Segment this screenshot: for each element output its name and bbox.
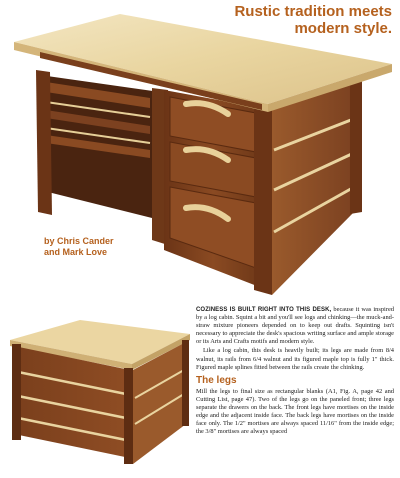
blanket-chest-photo bbox=[0, 306, 200, 478]
headline-line-1: Rustic tradition meets bbox=[234, 3, 392, 20]
lead-in: COZINESS IS BUILT RIGHT INTO THIS DESK, bbox=[196, 307, 332, 313]
byline bbox=[44, 236, 154, 258]
paragraph-1-text: because it was inspired by a log cabin. Squint a bit and you'll see logs and chinking—the muck-and-straw mixture pioneers depended on to keep out drafts. Squinting isn't necessary to appreciate the desk's spacious writing surface and ample storage or its Arts and Crafts motifs and modern style. bbox=[196, 306, 394, 346]
article-paragraph-2: Like a log cabin, this desk is heavily built; its legs are made from 8/4 walnut, its rails from 6/4 walnut and its figured maple top is fully 1" thick. Figured maple splines fitted between the rails create the chinking. bbox=[196, 347, 394, 371]
article-paragraph-1 bbox=[196, 306, 394, 346]
headline-line-2: modern style. bbox=[294, 20, 392, 37]
article-paragraph-3: Mill the legs to final size as rectangular blanks (A1, Fig. A, page 42 and Cutting List, page 47). Two of the legs go on the paneled front; three legs separate the drawers on the back. The front legs have mortises on the inside edge and the adjacent inside face. The back legs have mortises on the inside face only. The 1/2" mortises are always spaced 11/16" from the inside edge; the 3/8" mortises are always spaced bbox=[196, 387, 394, 436]
section-heading-legs: The legs bbox=[196, 374, 237, 386]
byline-line-1: by Chris Cander bbox=[44, 236, 114, 246]
headline bbox=[202, 3, 392, 37]
article-body bbox=[196, 306, 394, 437]
byline-line-2: and Mark Love bbox=[44, 247, 108, 257]
